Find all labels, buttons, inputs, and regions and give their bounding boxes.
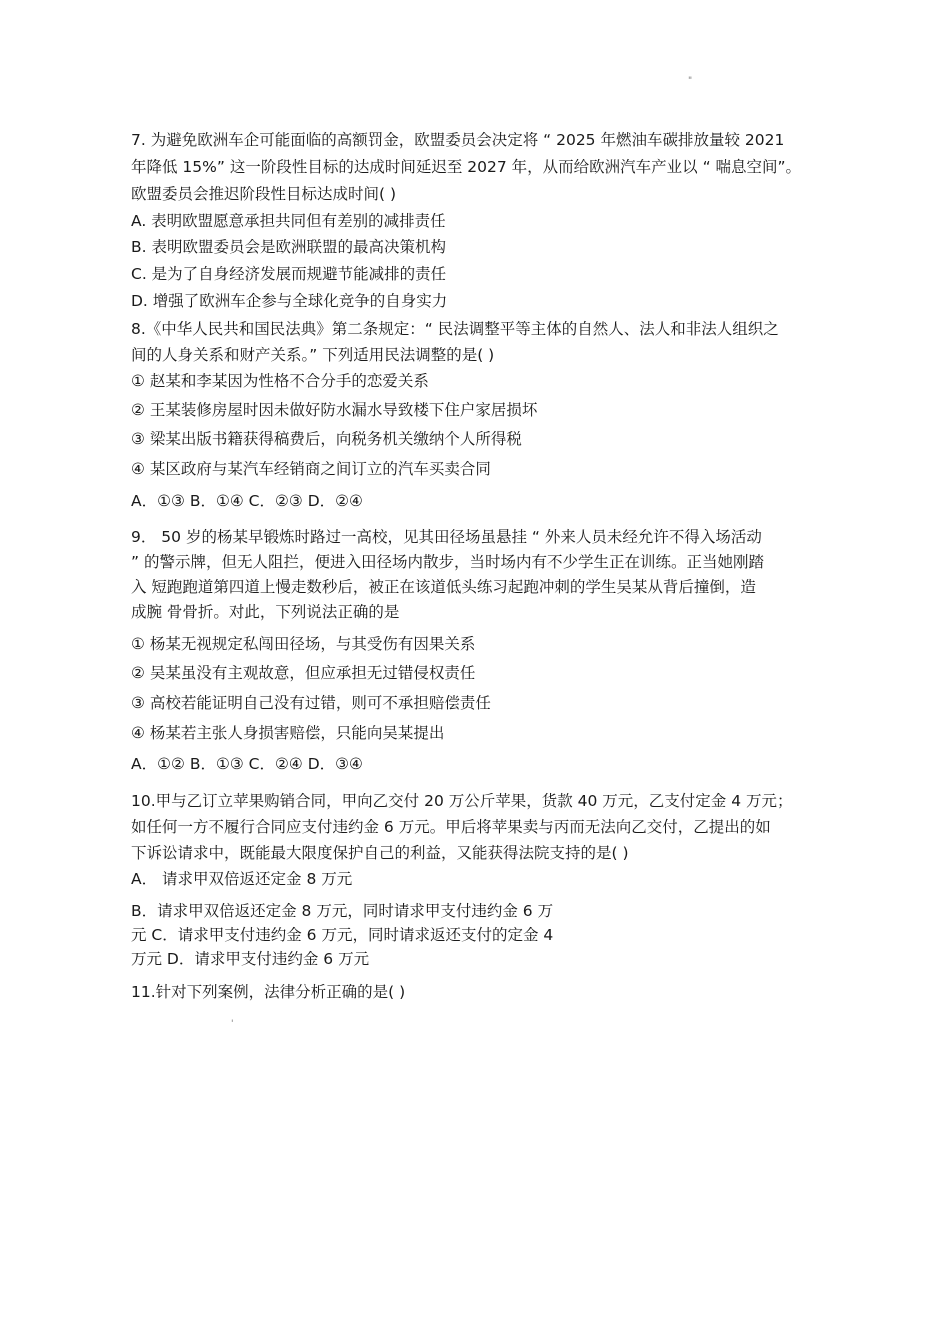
q8-stem-line-2: 间的人身关系和财产关系。” 下列适用民法调整的是( ) <box>131 346 495 364</box>
q8-item-2: ② 王某装修房屋时因未做好防水漏水导致楼下住户家居损坏 <box>131 401 538 419</box>
q10-stem-line-3: 下诉讼请求中，既能最大限度保护自己的利益，又能获得法院支持的是( ) <box>131 844 629 862</box>
q7-option-c: C. 是为了自身经济发展而规避节能减排的责任 <box>131 265 447 283</box>
q7-stem-line-2: 年降低 15%” 这一阶段性目标的达成时间延迟至 2027 年，从而给欧洲汽车产业以 “ 喘息空间”。 <box>131 158 802 176</box>
q10-option-b-line-2: 元 C．请求甲支付违约金 6 万元，同时请求返还支付的定金 4 <box>131 926 554 944</box>
q9-item-3: ③ 高校若能证明自己没有过错，则可不承担赔偿责任 <box>131 694 491 712</box>
q9-item-2: ② 吴某虽没有主观故意，但应承担无过错侵权责任 <box>131 664 476 682</box>
q8-item-3: ③ 梁某出版书籍获得稿费后，向税务机关缴纳个人所得税 <box>131 430 522 448</box>
q8-choices: A．①③ B．①④ C．②③ D．②④ <box>131 492 363 510</box>
q10-option-b-line-1: B．请求甲双倍返还定金 8 万元，同时请求甲支付违约金 6 万 <box>131 902 554 920</box>
q9-item-1: ① 杨某无视规定私闯田径场，与其受伤有因果关系 <box>131 635 476 653</box>
q9-stem-line-1: 9． 50 岁的杨某早锻炼时路过一高校，见其田径场虽悬挂 “ 外来人员未经允许不得入场活动 <box>131 528 762 546</box>
q7-stem-line-3: 欧盟委员会推迟阶段性目标达成时间( ) <box>131 185 397 203</box>
q10-option-c-d-line: 万元 D．请求甲支付违约金 6 万元 <box>131 950 370 968</box>
q9-stem-line-3: 入 短跑跑道第四道上慢走数秒后，被正在该道低头练习起跑冲刺的学生吴某从背后撞倒，造 <box>131 578 756 596</box>
scan-mark-bottom: ' <box>231 1019 234 1029</box>
q11-stem: 11.针对下列案例，法律分析正确的是( ) <box>131 983 406 1001</box>
q9-stem-line-2: ” 的警示牌，但无人阻拦，便进入田径场内散步，当时场内有不少学生正在训练。正当她刚踏 <box>131 553 764 571</box>
q9-item-4: ④ 杨某若主张人身损害赔偿，只能向吴某提出 <box>131 724 445 742</box>
scan-mark-top: " <box>688 76 693 86</box>
q8-item-1: ① 赵某和李某因为性格不合分手的恋爱关系 <box>131 372 429 390</box>
q8-stem-line-1: 8.《中华人民共和国民法典》第二条规定：“ 民法调整平等主体的自然人、法人和非法人组织之 <box>131 320 779 338</box>
q8-item-4: ④ 某区政府与某汽车经销商之间订立的汽车买卖合同 <box>131 460 491 478</box>
q7-stem-line-1: 7. 为避免欧洲车企可能面临的高额罚金，欧盟委员会决定将 “ 2025 年燃油车碳排放量较 2021 <box>131 131 785 149</box>
q7-option-b: B. 表明欧盟委员会是欧洲联盟的最高决策机构 <box>131 238 446 256</box>
q10-stem-line-1: 10.甲与乙订立苹果购销合同，甲向乙交付 20 万公斤苹果，货款 40 万元，乙支付定金 4 万元； <box>131 792 793 810</box>
q7-option-d: D. 增强了欧洲车企参与全球化竞争的自身实力 <box>131 292 448 310</box>
q9-choices: A．①② B．①③ C．②④ D．③④ <box>131 755 363 773</box>
q9-stem-line-4: 成腕 骨骨折。对此，下列说法正确的是 <box>131 603 400 621</box>
q7-option-a: A. 表明欧盟愿意承担共同但有差别的减排责任 <box>131 212 446 230</box>
q10-stem-line-2: 如任何一方不履行合同应支付违约金 6 万元。甲后将苹果卖与丙而无法向乙交付，乙提出的如 <box>131 818 771 836</box>
q10-option-a: A． 请求甲双倍返还定金 8 万元 <box>131 870 353 888</box>
